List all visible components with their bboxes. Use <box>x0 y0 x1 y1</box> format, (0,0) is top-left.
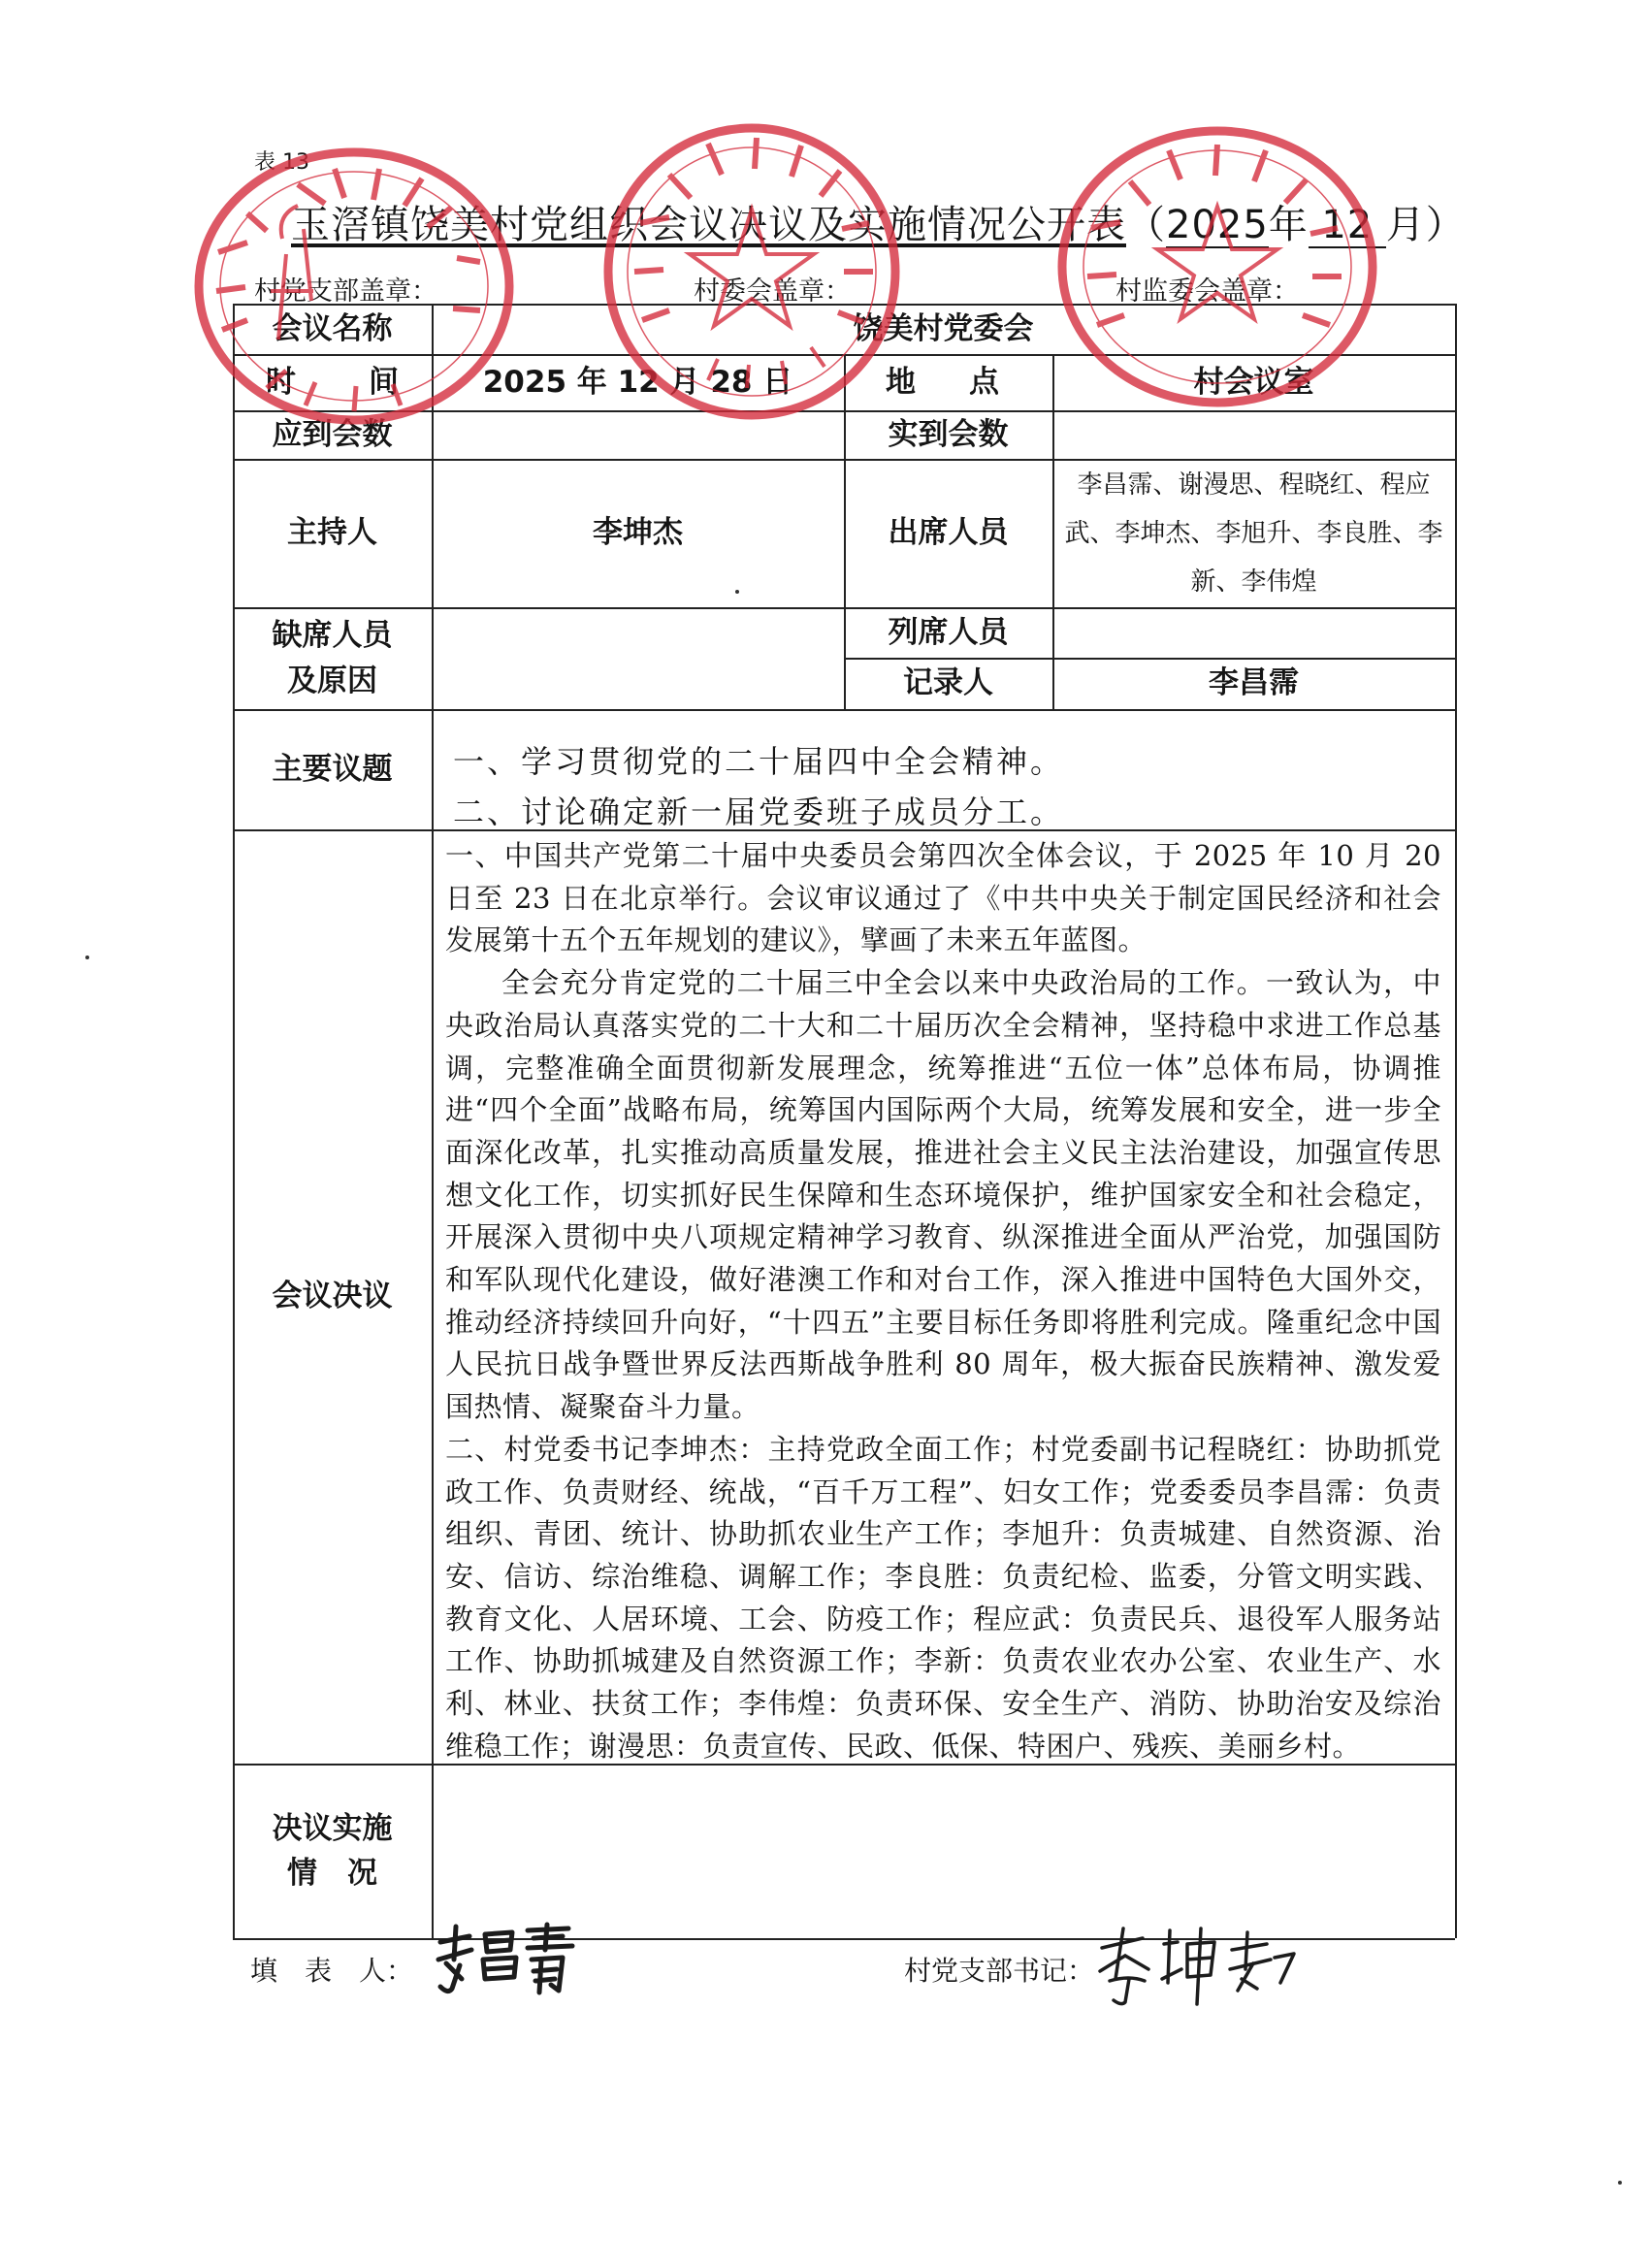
scan-speck <box>85 956 89 959</box>
attendees-label: 出席人员 <box>888 515 1009 551</box>
scan-speck <box>1618 2181 1622 2185</box>
title-open-paren: （ <box>1126 203 1166 247</box>
absent-label-line2: 及原因 <box>287 663 377 698</box>
absent-label-line1: 缺席人员 <box>272 618 393 653</box>
filler-signature <box>427 1921 582 1998</box>
place-label: 地 点 <box>886 364 1011 400</box>
implementation-value <box>432 1764 1455 1938</box>
observers-label: 列席人员 <box>888 614 1009 650</box>
meeting-name-value: 饶美村党委会 <box>853 310 1034 346</box>
decision-label: 会议决议 <box>272 1279 393 1314</box>
recorder-label: 记录人 <box>903 665 993 701</box>
party-branch-stamp-label: 村党支部盖章： <box>254 276 437 307</box>
filler-label: 填 表 人： <box>250 1955 414 1987</box>
observers-value <box>1052 607 1455 658</box>
time-label: 时 间 <box>266 364 420 400</box>
supervision-seal <box>1052 121 1382 412</box>
recorder-value: 李昌霈 <box>1209 665 1299 701</box>
table-number: 表 13 <box>254 150 309 175</box>
title-month: 12 <box>1309 204 1386 248</box>
supervision-stamp-label: 村监委会盖章： <box>1116 276 1299 307</box>
host-label: 主持人 <box>287 515 377 551</box>
meeting-name-label: 会议名称 <box>272 310 393 346</box>
absent-label <box>233 607 432 709</box>
secretary-label: 村党支部书记： <box>904 1955 1095 1987</box>
disclosure-table <box>233 304 1455 1938</box>
topic-item: 一、学习贯彻党的二十届四中全会精神。 <box>453 743 1065 780</box>
title-year: 2025 <box>1166 203 1269 247</box>
title-month-unit: 月 <box>1385 203 1426 247</box>
absent-value <box>432 607 844 709</box>
decision-paragraph: 一、中国共产党第二十届中央委员会第四次全体会议，于 2025 年 10 月 20 日至 23 日在北京举行。会议审议通过了《中共中央关于制定国民经济和社会发展第十五个五年规划的建议》，擘画了未来五年蓝图。 <box>445 839 1441 957</box>
decision-paragraph: 全会充分肯定党的二十届三中全会以来中央政治局的工作。一致认为，中央政治局认真落实党的二十大和二十届历次全会精神，坚持稳中求进工作总基调，完整准确全面贯彻新发展理念，统筹推进“五位一体”总体布局，协调推进“四个全面”战略布局，统筹国内国际两个大局，统筹发展和安全，进一步全面深化改革，扎实推动高质量发展，推进社会主义民主法治建设，加强宣传思想文化工作，切实抓好民生保障和生态环境保护，维护国家安全和社会稳定，开展深入贯彻中央八项规定精神学习教育、纵深推进全面从严治党，加强国防和军队现代化建设，做好港澳工作和对台工作，深入推进中国特色大国外交，推动经济持续回升向好，“十四五”主要目标任务即将胜利完成。隆重纪念中国人民抗日战争暨世界反法西斯战争胜利 80 周年，极大振奋民族精神、激发爱国热情、凝聚奋斗力量。 <box>445 966 1441 1424</box>
implementation-label-line1: 决议实施 <box>272 1810 393 1846</box>
place-value: 村会议室 <box>1193 364 1314 400</box>
actual-count-value <box>1052 410 1455 459</box>
host-value: 李坤杰 <box>593 515 683 551</box>
party-branch-seal <box>189 146 519 427</box>
title-main: 玉滘镇饶美村党组织会议决议及实施情况公开表 <box>291 203 1126 247</box>
topics-label: 主要议题 <box>272 751 393 787</box>
topics-list <box>432 709 1455 829</box>
scan-speck <box>735 590 739 594</box>
time-value: 2025 年 12 月 28 日 <box>482 364 793 400</box>
actual-count-label: 实到会数 <box>888 416 1009 452</box>
secretary-signature <box>1086 1921 1310 2008</box>
topic-item: 二、讨论确定新一届党委班子成员分工。 <box>453 794 1065 830</box>
village-committee-stamp-label: 村委会盖章： <box>694 276 851 307</box>
attendees-value: 李昌霈、谢漫思、程晓红、程应武、李坤杰、李旭升、李良胜、李新、李伟煌 <box>1064 470 1443 597</box>
implementation-label <box>233 1764 432 1938</box>
title-close-paren: ） <box>1425 203 1466 247</box>
decision-paragraph: 二、村党委书记李坤杰：主持党政全面工作；村党委副书记程晓红：协助抓党政工作、负责财经、统战，“百千万工程”、妇女工作；党委委员李昌霈：负责组织、青团、统计、协助抓农业生产工作；李旭升：负责城建、自然资源、治安、信访、综治维稳、调解工作；李良胜：负责纪检、监委，分管文明实践、教育文化、人居环境、工会、防疫工作；程应武：负责民兵、退役军人服务站工作、协助抓城建及自然资源工作；李新：负责农业农办公室、农业生产、水利、林业、扶贫工作；李伟煌：负责环保、安全生产、消防、协助治安及综治维稳工作；谢漫思：负责宣传、民政、低保、特困户、残疾、美丽乡村。 <box>445 1432 1441 1763</box>
expected-count-label: 应到会数 <box>272 416 393 452</box>
title-year-unit: 年 <box>1268 203 1309 247</box>
decision-body <box>432 829 1455 1764</box>
village-committee-seal <box>601 116 902 427</box>
implementation-label-line2: 情 况 <box>287 1856 377 1891</box>
